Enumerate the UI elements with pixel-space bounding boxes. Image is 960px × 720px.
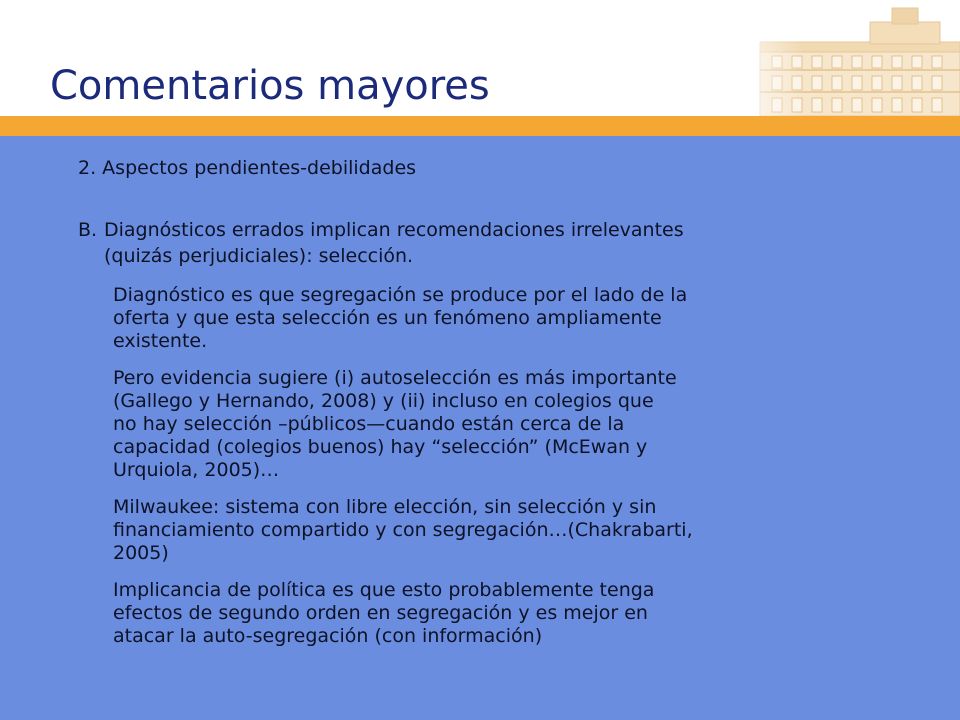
- point-b-marker: B.: [78, 219, 98, 241]
- paragraph-line: existente.: [113, 330, 208, 352]
- paragraph-line: Pero evidencia sugiere (i) autoselección es más importante: [113, 367, 677, 389]
- paragraph-line: financiamiento compartido y con segregación…(Chakrabarti,: [113, 519, 693, 541]
- paragraph-line: 2005): [113, 542, 169, 564]
- paragraph-line: capacidad (colegios buenos) hay “selección” (McEwan y: [113, 436, 648, 458]
- paragraph-line: (Gallego y Hernando, 2008) y (ii) incluso en colegios que: [113, 390, 654, 412]
- point-b-line: Diagnósticos errados implican recomendaciones irrelevantes: [104, 219, 684, 241]
- paragraph-line: Diagnóstico es que segregación se produce por el lado de la: [113, 284, 688, 306]
- paragraph-line: atacar la auto-segregación (con información): [113, 625, 543, 647]
- paragraph-line: Urquiola, 2005)…: [113, 459, 280, 481]
- paragraph-line: Milwaukee: sistema con libre elección, sin selección y sin: [113, 496, 657, 518]
- slide-title: Comentarios mayores: [50, 63, 490, 109]
- paragraph-line: efectos de segundo orden en segregación y es mejor en: [113, 602, 648, 624]
- point-b-line: (quizás perjudiciales): selección.: [104, 245, 414, 267]
- section-heading: 2. Aspectos pendientes-debilidades: [78, 157, 417, 179]
- paragraph-line: oferta y que esta selección es un fenómeno ampliamente: [113, 307, 662, 329]
- paragraph-line: no hay selección –públicos—cuando están cerca de la: [113, 413, 625, 435]
- paragraph-line: Implicancia de política es que esto probablemente tenga: [113, 579, 655, 601]
